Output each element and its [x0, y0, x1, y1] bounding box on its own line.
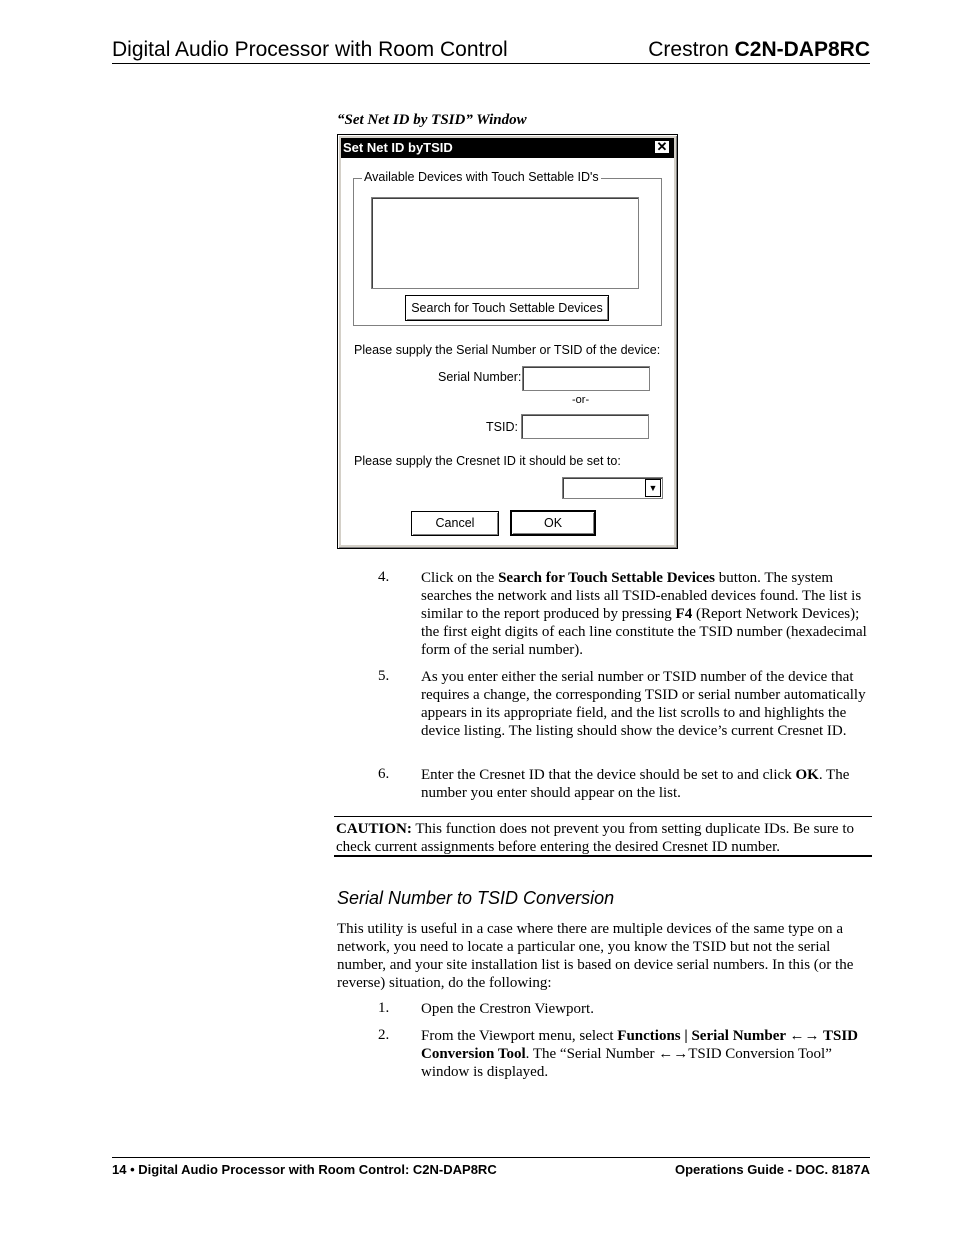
footer-left: 14 • Digital Audio Processor with Room Control: C2N-DAP8RC: [112, 1162, 497, 1177]
dialog-titlebar: [341, 138, 674, 158]
serial-prompt-label: Please supply the Serial Number or TSID of the device:: [354, 343, 661, 357]
caution-text: CAUTION: This function does not prevent you from setting duplicate IDs. Be sure to check current assignments before entering the desired Cresnet ID number.: [336, 821, 854, 855]
step-text: From the Viewport menu, select Functions | Serial Number ←→ TSID Conversion Tool. The “Serial Number ←→TSID Conversion Tool” window is displayed.: [421, 1028, 858, 1080]
cresnet-id-select[interactable]: [562, 477, 663, 499]
step-text: Click on the Search for Touch Settable Devices button. The system searches the network and lists all TSID-enabled devices found. The list is similar to the report produced by pressing F4 (Report Network Devices); the first eight digits of each line constitute the TSID number (hexadecimal form of the serial number).: [421, 570, 867, 658]
tsid-label: TSID:: [486, 420, 518, 434]
figure-caption: “Set Net ID by TSID” Window: [337, 112, 527, 128]
header-model: C2N-DAP8RC: [734, 38, 870, 61]
caution-box: [334, 816, 872, 857]
dialog-frame: [341, 138, 674, 545]
devices-listbox[interactable]: [371, 197, 639, 289]
step-text: As you enter either the serial number or TSID number of the device that requires a change, the corresponding TSID or serial number automatically appears in its appropriate field, and the list scrolls to and highlights the device listing. The listing should show the device’s current Cresnet ID.: [421, 669, 866, 739]
close-icon[interactable]: ✕: [654, 140, 670, 154]
search-devices-button[interactable]: Search for Touch Settable Devices: [405, 295, 609, 321]
section-heading: Serial Number to TSID Conversion: [337, 888, 615, 908]
available-devices-group: [353, 170, 662, 326]
group-label: Available Devices with Touch Settable ID's: [364, 170, 599, 184]
chevron-down-icon[interactable]: ▼: [645, 479, 661, 497]
step-number: 5.: [378, 668, 390, 684]
cancel-button[interactable]: Cancel: [411, 511, 499, 536]
step-number: 6.: [378, 766, 390, 782]
step-number: 4.: [378, 569, 390, 585]
header-rule: [112, 63, 870, 64]
step-text: Open the Crestron Viewport.: [421, 1001, 594, 1017]
footer-rule: [112, 1157, 870, 1158]
footer-right: Operations Guide - DOC. 8187A: [674, 1162, 870, 1177]
dialog-body: [341, 158, 674, 545]
section-paragraph: This utility is useful in a case where there are multiple devices of the same type on a network, you need to locate a particular one, you know the TSID but not the serial number, and your site installation list is based on device serial numbers. In this (or the reverse) situation, do the following:: [337, 921, 854, 991]
step-number: 1.: [378, 1000, 390, 1016]
dialog-title: Set Net ID byTSID: [343, 140, 453, 155]
ok-button[interactable]: OK: [510, 510, 596, 536]
serial-number-field[interactable]: [522, 366, 650, 391]
step-number: 2.: [378, 1027, 390, 1043]
cresnet-prompt-label: Please supply the Cresnet ID it should be set to:: [354, 454, 621, 468]
tsid-field[interactable]: [521, 414, 649, 439]
header-brand: Crestron: [648, 38, 729, 61]
page-header-title: Digital Audio Processor with Room Control: [112, 38, 508, 61]
page-header-product: [648, 38, 870, 62]
caution-label: CAUTION:: [336, 821, 412, 837]
serial-number-label: Serial Number:: [438, 370, 522, 384]
step-text: Enter the Cresnet ID that the device should be set to and click OK. The number you enter should appear on the list.: [421, 767, 850, 801]
set-net-id-dialog: [337, 134, 678, 549]
or-label: -or-: [572, 394, 590, 406]
